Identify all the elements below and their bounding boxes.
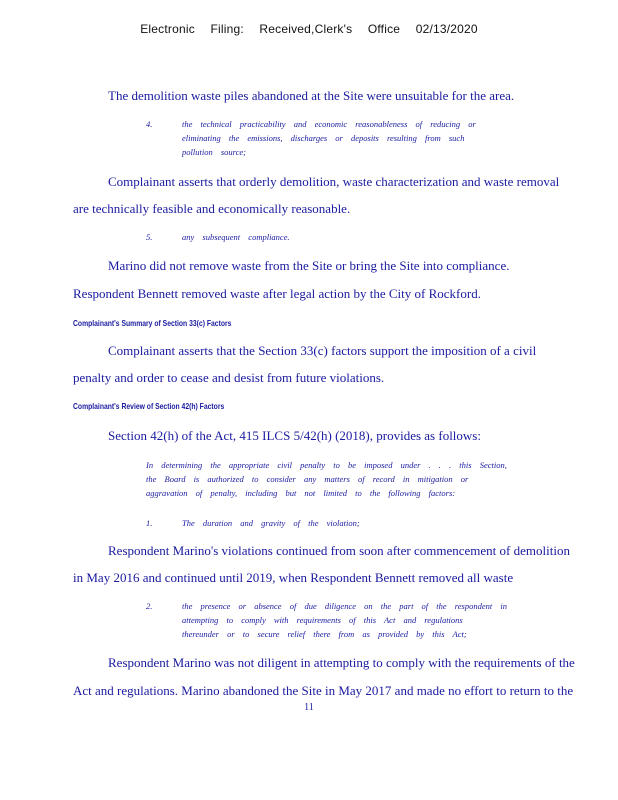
factor-text: thereunder or to secure relief there from as provided by this Act;: [182, 629, 467, 639]
paragraph-demolition-waste: The demolition waste piles abandoned at the Site were unsuitable for the area.: [108, 88, 515, 103]
factor-1: [146, 516, 360, 530]
paragraph-line: Act and regulations. Marino abandoned the Site in May 2017 and made no effort to return to the: [73, 683, 574, 698]
paragraph-line: Section 42(h) of the Act, 415 ILCS 5/42(h) (2018), provides as follows:: [108, 428, 481, 443]
factor-4: [146, 117, 476, 159]
paragraph-line: in May 2016 and continued until 2019, when Respondent Bennett removed all waste: [73, 570, 514, 585]
page-number: 11: [304, 702, 314, 713]
header-word: Office: [367, 22, 401, 36]
factor-number: 4.: [146, 119, 153, 129]
factor-number: 2.: [146, 601, 153, 611]
paragraph-line: Marino did not remove waste from the Site or bring the Site into compliance.: [108, 258, 510, 273]
factor-5: [146, 230, 290, 244]
factor-text: the technical practicability and economic reasonableness of reducing or: [182, 119, 476, 129]
statute-quote: [146, 458, 507, 500]
section-heading: Complainant's Review of Section 42(h) Factors: [73, 401, 225, 411]
paragraph-line: Complainant asserts that orderly demolition, waste characterization and waste removal: [108, 174, 560, 189]
section-heading: Complainant's Summary of Section 33(c) Factors: [73, 318, 232, 328]
header-word: Filing:: [210, 22, 244, 36]
factor-number: 1.: [146, 518, 153, 528]
paragraph-line: are technically feasible and economically reasonable.: [73, 201, 351, 216]
paragraph-line: Complainant asserts that the Section 33(c) factors support the imposition of a civil: [108, 343, 537, 358]
paragraph-line: Respondent Bennett removed waste after legal action by the City of Rockford.: [73, 286, 481, 301]
quote-line: In determining the appropriate civil penalty to be imposed under . . . this Section,: [146, 460, 507, 470]
factor-text: pollution source;: [182, 147, 246, 157]
quote-line: aggravation of penalty, including but not limited to the following factors:: [146, 488, 456, 498]
factor-text: attempting to comply with requirements of this Act and regulations: [182, 615, 463, 625]
factor-2: [146, 599, 507, 641]
paragraph-line: Respondent Marino was not diligent in attempting to comply with the requirements of the: [108, 655, 575, 670]
factor-text: the presence or absence of due diligence on the part of the respondent in: [182, 601, 507, 611]
factor-text: The duration and gravity of the violation;: [182, 518, 360, 528]
paragraph-line: Respondent Marino's violations continued from soon after commencement of demolition: [108, 543, 570, 558]
factor-text: any subsequent compliance.: [182, 232, 290, 242]
header-word: Received,Clerk's: [259, 22, 353, 36]
filing-header: [0, 22, 618, 36]
factor-number: 5.: [146, 232, 153, 242]
header-date: 02/13/2020: [415, 22, 478, 36]
paragraph-line: penalty and order to cease and desist from future violations.: [73, 370, 385, 385]
quote-line: the Board is authorized to consider any matters of record in mitigation or: [146, 474, 469, 484]
header-word: Electronic: [140, 22, 195, 36]
factor-text: eliminating the emissions, discharges or deposits resulting from such: [182, 133, 465, 143]
